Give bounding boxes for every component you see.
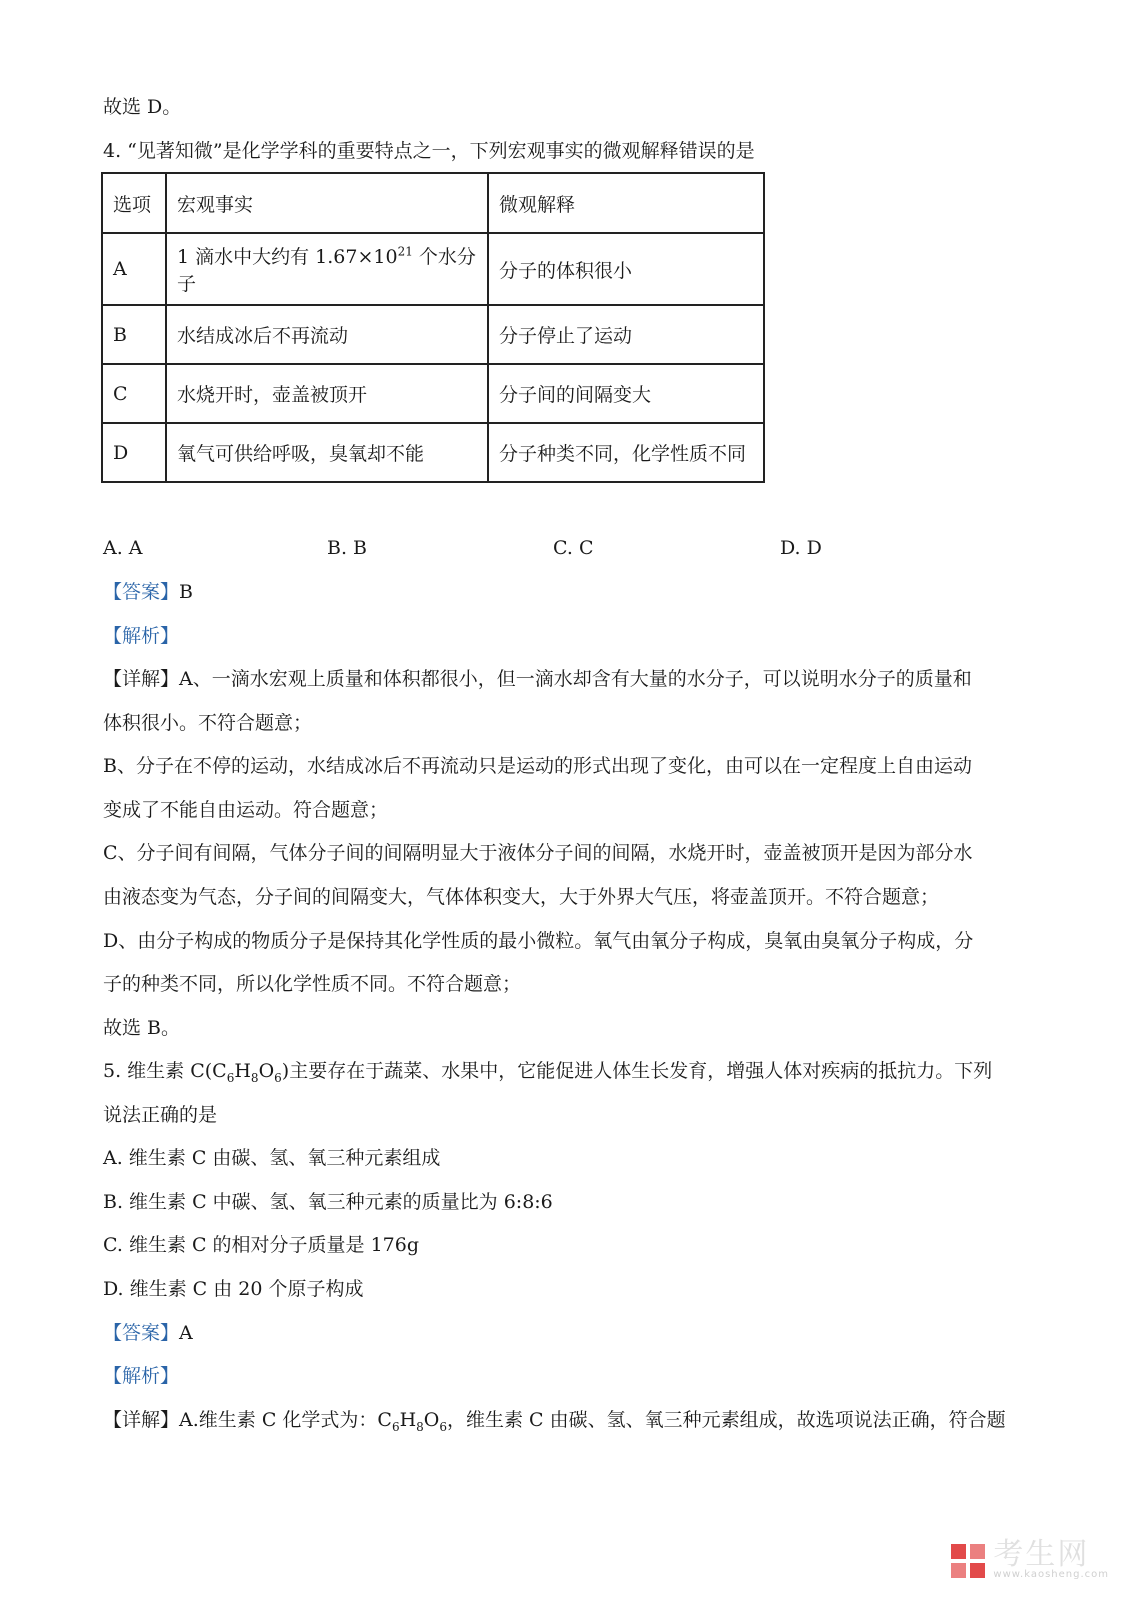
q4-detail-2: 体积很小。不符合题意； [103,712,313,734]
detail-text: A.维生素 C 化学式为：C [179,1409,392,1431]
table-header-row [102,173,764,233]
table-row [102,305,764,364]
table-row [102,364,764,423]
previous-answer-conclusion: 故选 D。 [103,96,182,118]
exponent: 21 [397,244,413,259]
question-5-stem [103,1058,992,1091]
subscript-o: 6 [274,1070,282,1085]
q5-answer [103,1320,193,1346]
row-explanation: 分子的体积很小 [488,233,764,305]
q5-detail-1 [103,1407,1006,1440]
option-c: C. C [553,537,594,559]
header-option: 选项 [102,173,166,233]
subscript-c: 6 [391,1419,400,1434]
row-explanation: 分子间的间隔变大 [488,364,764,423]
table-row [102,423,764,482]
option-b: B. B [327,537,368,559]
detail-text: H [399,1409,417,1431]
detail-text: ，维生素 C 由碳、氢、氧三种元素组成，故选项说法正确，符合题 [447,1409,1006,1431]
option-a: A. A [103,537,143,559]
subscript-o: 6 [439,1419,448,1434]
q4-detail-5: C、分子间有间隔，气体分子间的间隔明显大于液体分子间的间隔，水烧开时，壶盖被顶开是因为部分水 [103,842,973,864]
detail-label: 【详解】 [103,668,180,690]
answer-value: B [179,581,193,603]
row-explanation: 分子种类不同，化学性质不同 [488,423,764,482]
stem-part: 5. 维生素 C(C [103,1060,227,1082]
row-fact: 水烧开时，壶盖被顶开 [166,364,488,423]
stem-part: O [258,1060,275,1082]
question-4-stem: 4. “见著知微”是化学学科的重要特点之一，下列宏观事实的微观解释错误的是 [103,140,755,162]
q4-analysis-label: 【解析】 [103,625,180,647]
watermark-text-block [993,1537,1109,1580]
watermark-url: www.kaosheng.com [993,1569,1109,1580]
option-d: D. D [780,537,822,559]
answer-label: 【答案】 [103,581,180,603]
q4-detail-7: D、由分子构成的物质分子是保持其化学性质的最小微粒。氧气由氧分子构成，臭氧由臭氧分子构成，分 [103,930,974,952]
q5-option-c: C. 维生素 C 的相对分子质量是 176g [103,1234,420,1256]
answer-value: A [179,1322,193,1344]
subscript-c: 6 [226,1070,235,1085]
watermark [951,1537,1109,1580]
row-option: A [102,233,166,305]
watermark-logo-icon [951,1544,985,1578]
q5-option-b: B. 维生素 C 中碳、氢、氧三种元素的质量比为 6:8:6 [103,1191,553,1213]
row-explanation: 分子停止了运动 [488,305,764,364]
q4-detail-1 [103,666,972,692]
detail-text: O [423,1409,440,1431]
row-option: C [102,364,166,423]
header-micro-explanation: 微观解释 [488,173,764,233]
subscript-h: 8 [416,1419,424,1434]
q4-detail-6: 由液态变为气态，分子间的间隔变大，气体体积变大，大于外界大气压，将壶盖顶开。不符合题意； [103,886,940,908]
row-fact: 氧气可供给呼吸，臭氧却不能 [166,423,488,482]
facts-table [101,172,765,483]
fact-text-suffix: 个水分子 [177,246,476,295]
row-option: D [102,423,166,482]
stem-part: )主要存在于蔬菜、水果中，它能促进人体生长发育，增强人体对疾病的抵抗力。下列 [281,1060,993,1082]
fact-text: 1 滴水中大约有 1.67×10 [177,246,398,268]
subscript-h: 8 [250,1070,259,1085]
row-fact: 水结成冰后不再流动 [166,305,488,364]
q5-analysis-label: 【解析】 [103,1365,180,1387]
detail-text: A、一滴水宏观上质量和体积都很小，但一滴水却含有大量的水分子，可以说明水分子的质量和 [179,668,972,690]
q4-detail-8: 子的种类不同，所以化学性质不同。不符合题意； [103,973,522,995]
stem-part: H [234,1060,251,1082]
q4-answer [103,579,193,605]
q4-conclusion: 故选 B。 [103,1017,181,1039]
answer-label: 【答案】 [103,1322,180,1344]
watermark-text: 考生网 [993,1537,1090,1572]
question-5-stem-2: 说法正确的是 [103,1104,218,1126]
q5-option-d: D. 维生素 C 由 20 个原子构成 [103,1278,364,1300]
table-row [102,233,764,305]
detail-label: 【详解】 [103,1409,180,1431]
q4-detail-4: 变成了不能自由运动。符合题意； [103,799,389,821]
row-fact [166,233,488,305]
q4-detail-3: B、分子在不停的运动，水结成冰后不再流动只是运动的形式出现了变化，由可以在一定程度上自由运动 [103,755,972,777]
q5-option-a: A. 维生素 C 由碳、氢、氧三种元素组成 [103,1147,441,1169]
header-macro-fact: 宏观事实 [166,173,488,233]
row-option: B [102,305,166,364]
